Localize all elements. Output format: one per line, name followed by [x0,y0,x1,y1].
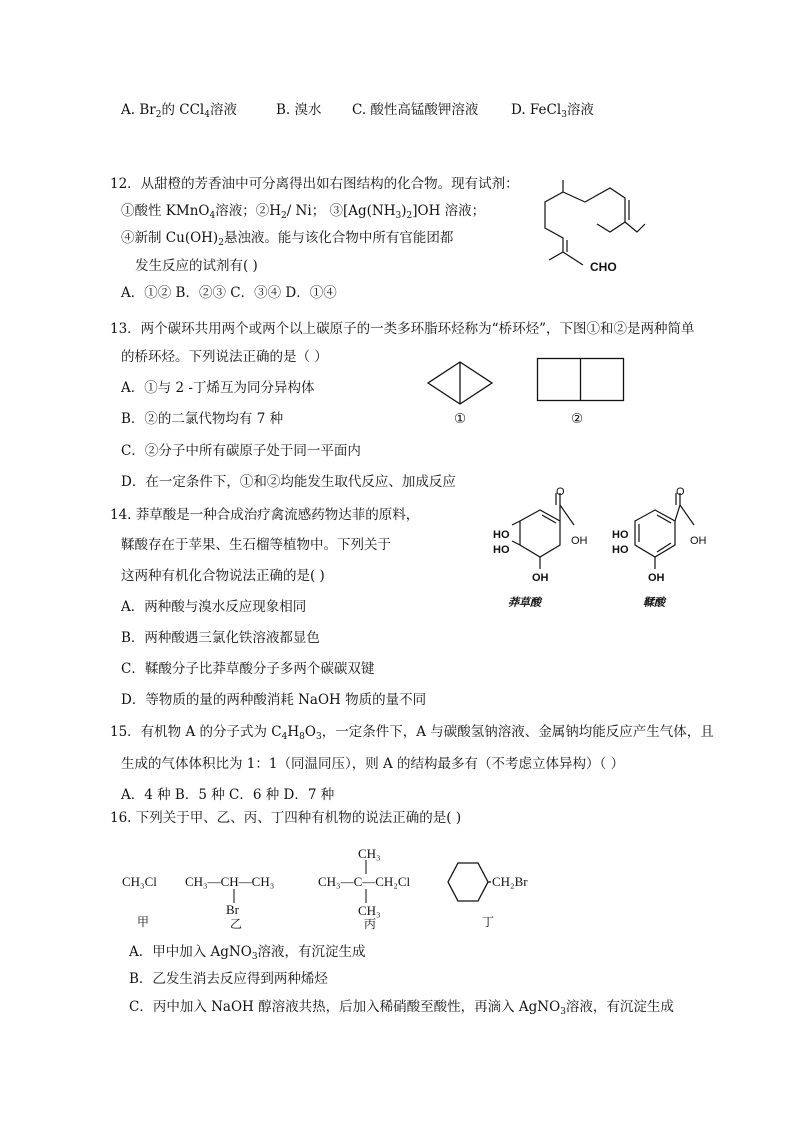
q16-option-a: A．甲中加入 AgNO$_3$溶液，有沉淀生成 [129,944,366,962]
q16-compound-ding: CH₂Br [492,874,528,889]
q14-shikimic-acid-name: 莽草酸 [508,597,541,609]
q14-s1-ho-label-2: HO [493,544,510,556]
q14-option-c: C．鞣酸分子比莽草酸分子多两个碳碳双键 [121,661,375,677]
q13-label-2: ② [571,411,584,427]
q14-option-a: A．两种酸与溴水反应现象相同 [121,599,307,615]
q14-stem-line3: 这两种有机化合物说法正确的是( ) [121,568,325,584]
q14-s1-oh-label-2: OH [532,572,549,584]
q11-option-a: A. $Br_2$的 CCl$_4$溶液 [121,102,237,120]
q13-label-1: ① [454,411,467,427]
q14-s2-ho-label-2: HO [612,544,629,556]
q15-stem-line2: 生成的气体体积比为 1：1（同温同压），则 A 的结构最多有（不考虑立体异构）（ ） [121,756,625,772]
q16-compound-yi: CH₃—CH—CH₃ [185,874,275,889]
q16-compound-bing: CH₃—C—CH₂Cl [318,874,411,889]
q14-tannic-acid-name: 鞣酸 [643,597,665,609]
q16-option-c: C．丙中加入 NaOH 醇溶液共热，后加入稀硝酸至酸性，再滴入 AgNO$_3$溶液，有沉淀生成 [129,999,674,1017]
q13-structure-1 [428,362,494,404]
q14-stem-line2: 鞣酸存在于苹果、生石榴等植物中。下列关于 [121,537,391,553]
q16-option-b: B．乙发生消去反应得到两种烯烃 [129,971,328,987]
q14-s2-oh-label-1: OH [690,535,707,547]
q16-label-ding: 丁 [482,915,495,929]
q13-option-a: A．①与 2 -丁烯互为同分异构体 [121,380,315,396]
q12-stem-line4: 发生反应的试剂有( ) [135,258,258,274]
q16-label-yi: 乙 [230,917,243,931]
q15-stem-line1: 15．有机物 A 的分子式为 $C_4H_8O_3$，一定条件下，A 与碳酸氢钠溶液、金属钠均能反应产生气体，且 [110,724,714,742]
q11-option-c: C. 酸性高锰酸钾溶液 [352,102,479,118]
q14-option-d: D．等物质的量的两种酸消耗 NaOH 物质的量不同 [121,692,427,708]
q14-s2-oh-label-2: OH [648,572,665,584]
q13-option-b: B．②的二氯代物均有 7 种 [121,411,284,427]
q16-stem: 16. 下列关于甲、乙、丙、丁四种有机物的说法正确的是( ) [110,810,462,826]
q12-stem-line1: 12．从甜橙的芳香油中可分离得出如右图结构的化合物。现有试剂： [110,176,519,192]
q16-bing-bond-top [365,860,367,874]
q14-s1-ho-label-1: HO [493,529,510,541]
q16-bing-bond-bottom [365,889,367,903]
q16-bing-bottom: CH₃ [358,903,381,918]
q14-s1-o-label: O [556,486,565,498]
q13-option-c: C．②分子中所有碳原子处于同一平面内 [121,443,361,459]
q13-structure-2 [537,358,625,402]
q13-stem-line2: 的桥环烃。下列说法正确的是（ ） [121,349,328,365]
q16-yi-bond [233,889,235,903]
q14-s2-o-label: O [676,486,685,498]
q12-options: A．①② B．②③ C．③④ D．①④ [121,285,337,301]
q12-stem-line3: ④新制 $Cu(OH)_2$悬浊液。能与该化合物中所有官能团都 [121,230,454,248]
q16-label-jia: 甲 [137,915,150,929]
q13-stem-line1: 13．两个碳环共用两个或两个以上碳原子的一类多环脂环烃称为“桥环烃”，下图①和②是两种简单 [110,321,695,337]
q14-s2-ho-label-1: HO [612,529,629,541]
q13-option-d: D．在一定条件下，①和②均能发生取代反应、加成反应 [121,474,456,490]
q11-option-b: B. 溴水 [276,102,322,118]
q11-option-d: D. FeCl$_3$溶液 [511,102,594,120]
q16-compound-jia: CH₃Cl [122,874,157,889]
q14-s1-oh-label-1: OH [571,535,588,547]
q16-label-bing: 丙 [364,917,377,931]
q12-cho-label: CHO [590,260,617,274]
q16-cyclohexane-ring [447,862,491,902]
q16-bing-top: CH₃ [358,846,381,861]
q15-options: A．4 种 B．5 种 C．6 种 D．7 种 [121,787,335,803]
q12-stem-line2: ①酸性 KMnO$_4$溶液；$②H_2/$ Ni； $③[Ag(NH_3)_2]OH$ 溶液； [121,203,486,221]
q14-stem-line1: 14. 莽草酸是一种合成治疗禽流感药物达菲的原料， [110,507,420,523]
q14-option-b: B．两种酸遇三氯化铁溶液都显色 [121,630,320,646]
q16-yi-br: Br [226,902,239,917]
